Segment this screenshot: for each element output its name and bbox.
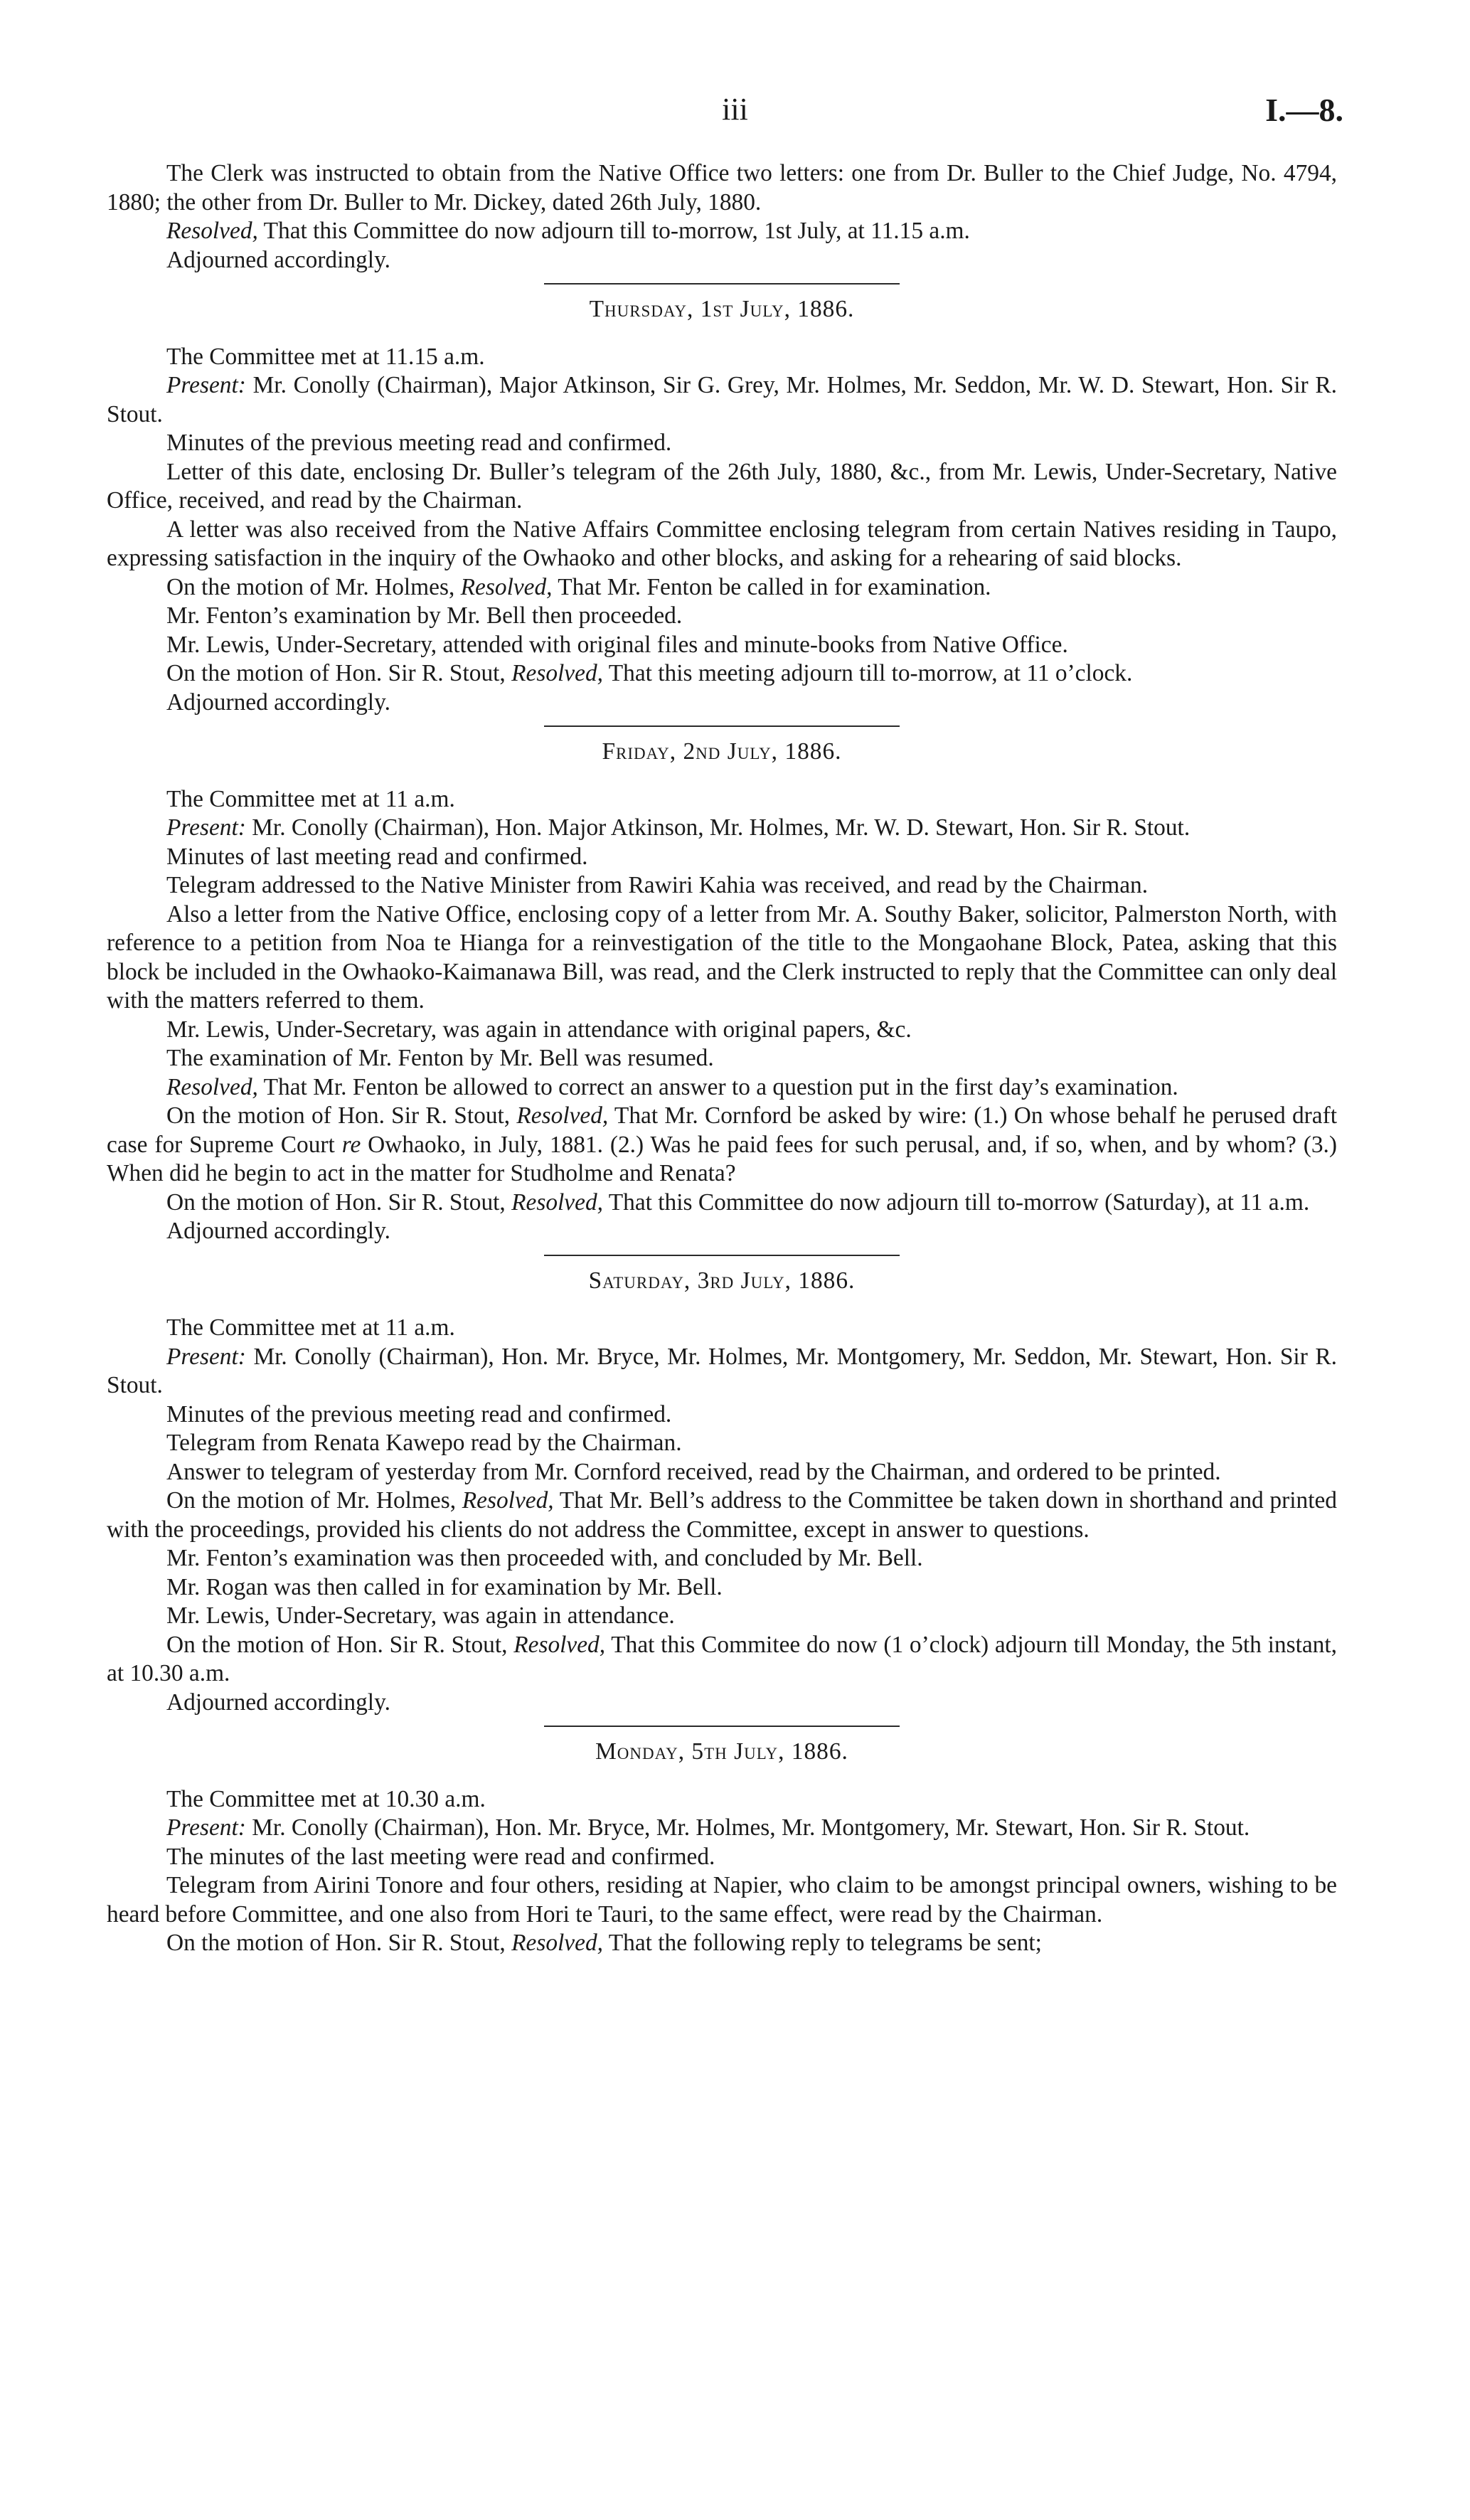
- present-label: Present:: [166, 372, 246, 398]
- resolved-label: Resolved,: [511, 660, 603, 686]
- page-header: [0, 91, 1470, 134]
- resolved-label: Resolved,: [511, 1930, 603, 1956]
- present-label: Present:: [166, 1814, 246, 1841]
- paragraph: Telegram from Airini Tonore and four others, residing at Napier, who claim to be amongst principal owners, wishing to be heard before Committee, and one also from Hori te Tauri, to the same effect, were read by the Chairman.: [107, 1872, 1337, 1928]
- paragraph: Adjourned accordingly.: [166, 1689, 390, 1716]
- paragraph: The Clerk was instructed to obtain from the Native Office two letters: one from Dr. Buller to the Chief Judge, No. 4794, 1880; the other from Dr. Buller to Mr. Dickey, dated 26th July, 1880.: [107, 160, 1337, 216]
- paragraph: Present: Mr. Conolly (Chairman), Major Atkinson, Sir G. Grey, Mr. Holmes, Mr. Seddon, Mr. W. D. Stewart, Hon. Sir R. Stout.: [107, 372, 1337, 427]
- paragraph: On the motion of Mr. Holmes, Resolved, That Mr. Bell’s address to the Committee be taken down in shorthand and printed with the proceedings, provided his clients do not address the Committee, except in answer to questions.: [107, 1487, 1337, 1543]
- section-heading: Monday, 5th July, 1886.: [595, 1738, 848, 1765]
- section-heading: Saturday, 3rd July, 1886.: [588, 1267, 856, 1294]
- paragraph: Resolved, That Mr. Fenton be allowed to correct an answer to a question put in the first day’s examination.: [166, 1073, 1178, 1100]
- paragraph: Mr. Rogan was then called in for examination by Mr. Bell.: [166, 1573, 723, 1600]
- paragraph: Minutes of the previous meeting read and confirmed.: [166, 1400, 672, 1428]
- paragraph: Telegram from Renata Kawepo read by the Chairman.: [166, 1430, 682, 1456]
- paragraph: On the motion of Mr. Holmes, Resolved, That Mr. Fenton be called in for examination.: [166, 573, 991, 600]
- paragraph: Present: Mr. Conolly (Chairman), Hon. Mr. Bryce, Mr. Holmes, Mr. Montgomery, Mr. Seddon, Mr. Stewart, Hon. Sir R. Stout.: [107, 1343, 1337, 1398]
- paragraph: The examination of Mr. Fenton by Mr. Bell was resumed.: [166, 1045, 714, 1071]
- paragraph: Adjourned accordingly.: [166, 689, 390, 716]
- paragraph: The minutes of the last meeting were read and confirmed.: [166, 1843, 715, 1870]
- section-divider: [544, 725, 900, 727]
- paragraph: On the motion of Hon. Sir R. Stout, Resolved, That the following reply to telegrams be sent;: [166, 1930, 1042, 1956]
- paragraph: The Committee met at 11 a.m.: [166, 785, 455, 812]
- paragraph: Mr. Fenton’s examination was then proceeded with, and concluded by Mr. Bell.: [166, 1545, 923, 1571]
- paragraph: Mr. Lewis, Under-Secretary, was again in attendance with original papers, &c.: [166, 1016, 912, 1043]
- paragraph: Present: Mr. Conolly (Chairman), Hon. Mr. Bryce, Mr. Holmes, Mr. Montgomery, Mr. Stewart, Hon. Sir R. Stout.: [166, 1814, 1250, 1841]
- paragraph: The Committee met at 11 a.m.: [166, 1314, 455, 1341]
- paragraph: Mr. Lewis, Under-Secretary, attended with original files and minute-books from Native Office.: [166, 631, 1068, 658]
- paragraph: Telegram addressed to the Native Minister from Rawiri Kahia was received, and read by the Chairman.: [166, 872, 1149, 898]
- section-heading: Thursday, 1st July, 1886.: [589, 296, 855, 322]
- section-heading: Friday, 2nd July, 1886.: [602, 738, 842, 765]
- present-label: Present:: [166, 1343, 246, 1370]
- paragraph: Minutes of the previous meeting read and confirmed.: [166, 430, 672, 456]
- document-reference: I.—8.: [1265, 92, 1343, 128]
- paragraph: Minutes of last meeting read and confirmed.: [166, 843, 588, 870]
- paragraph: A letter was also received from the Native Affairs Committee enclosing telegram from certain Natives residing in Taupo, expressing satisfaction in the inquiry of the Owhaoko and other blocks, and asking for a rehearing of said blocks.: [107, 516, 1337, 571]
- section-divider: [544, 283, 900, 285]
- resolved-label: Resolved,: [516, 1102, 609, 1129]
- paragraph: On the motion of Hon. Sir R. Stout, Resolved, That this meeting adjourn till to-morrow, at 11 o’clock.: [166, 660, 1133, 686]
- resolved-label: Resolved,: [462, 1487, 554, 1514]
- paragraph: On the motion of Hon. Sir R. Stout, Resolved, That this Commitee do now (1 o’clock) adjourn till Monday, the 5th instant, at 10.30 a.m.: [107, 1631, 1337, 1686]
- resolved-label: Resolved,: [460, 573, 553, 600]
- paragraph: Adjourned accordingly.: [166, 1218, 390, 1244]
- present-label: Present:: [166, 814, 246, 841]
- paragraph: Present: Mr. Conolly (Chairman), Hon. Major Atkinson, Mr. Holmes, Mr. W. D. Stewart, Hon. Sir R. Stout.: [166, 814, 1191, 841]
- resolved-label: Resolved,: [166, 1073, 258, 1100]
- resolved-label: Resolved,: [166, 218, 258, 244]
- paragraph: The Committee met at 11.15 a.m.: [166, 343, 485, 370]
- section-divider: [544, 1726, 900, 1727]
- paragraph: Mr. Fenton’s examination by Mr. Bell then proceeded.: [166, 602, 683, 629]
- paragraph: The Committee met at 10.30 a.m.: [166, 1785, 486, 1812]
- paragraph: Resolved, That this Committee do now adjourn till to-morrow, 1st July, at 11.15 a.m.: [166, 218, 970, 244]
- section-divider: [544, 1255, 900, 1256]
- paragraph: Letter of this date, enclosing Dr. Buller’s telegram of the 26th July, 1880, &c., from Mr. Lewis, Under-Secretary, Native Office, received, and read by the Chairman.: [107, 458, 1337, 514]
- paragraph: Mr. Lewis, Under-Secretary, was again in attendance.: [166, 1602, 675, 1629]
- paragraph: On the motion of Hon. Sir R. Stout, Resolved, That this Committee do now adjourn till to-morrow (Saturday), at 11 a.m.: [166, 1189, 1310, 1216]
- resolved-label: Resolved,: [511, 1189, 603, 1216]
- paragraph: Answer to telegram of yesterday from Mr. Cornford received, read by the Chairman, and ordered to be printed.: [166, 1458, 1221, 1485]
- page-number: iii: [722, 92, 748, 127]
- paragraph: On the motion of Hon. Sir R. Stout, Resolved, That Mr. Cornford be asked by wire: (1.) On whose behalf he perused draft case for Supreme Court re Owhaoko, in July, 1881. (2.) Was he paid fees for such perusal, and, if so, when, and by whom? (3.) When did he begin to act in the matter for Studholme and Renata?: [107, 1102, 1337, 1186]
- resolved-label: Resolved,: [513, 1631, 606, 1658]
- paragraph: Also a letter from the Native Office, enclosing copy of a letter from Mr. A. Southy Baker, solicitor, Palmerston North, with reference to a petition from Noa te Hianga for a reinvestigation of the title to the Mongaohane Block, Patea, asking that this block be included in the Owhaoko-Kaimanawa Bill, was read, and the Clerk instructed to reply that the Committee can only deal with the matters referred to them.: [107, 900, 1337, 1014]
- minutes-body: [107, 159, 1337, 1958]
- paragraph: Adjourned accordingly.: [166, 246, 390, 273]
